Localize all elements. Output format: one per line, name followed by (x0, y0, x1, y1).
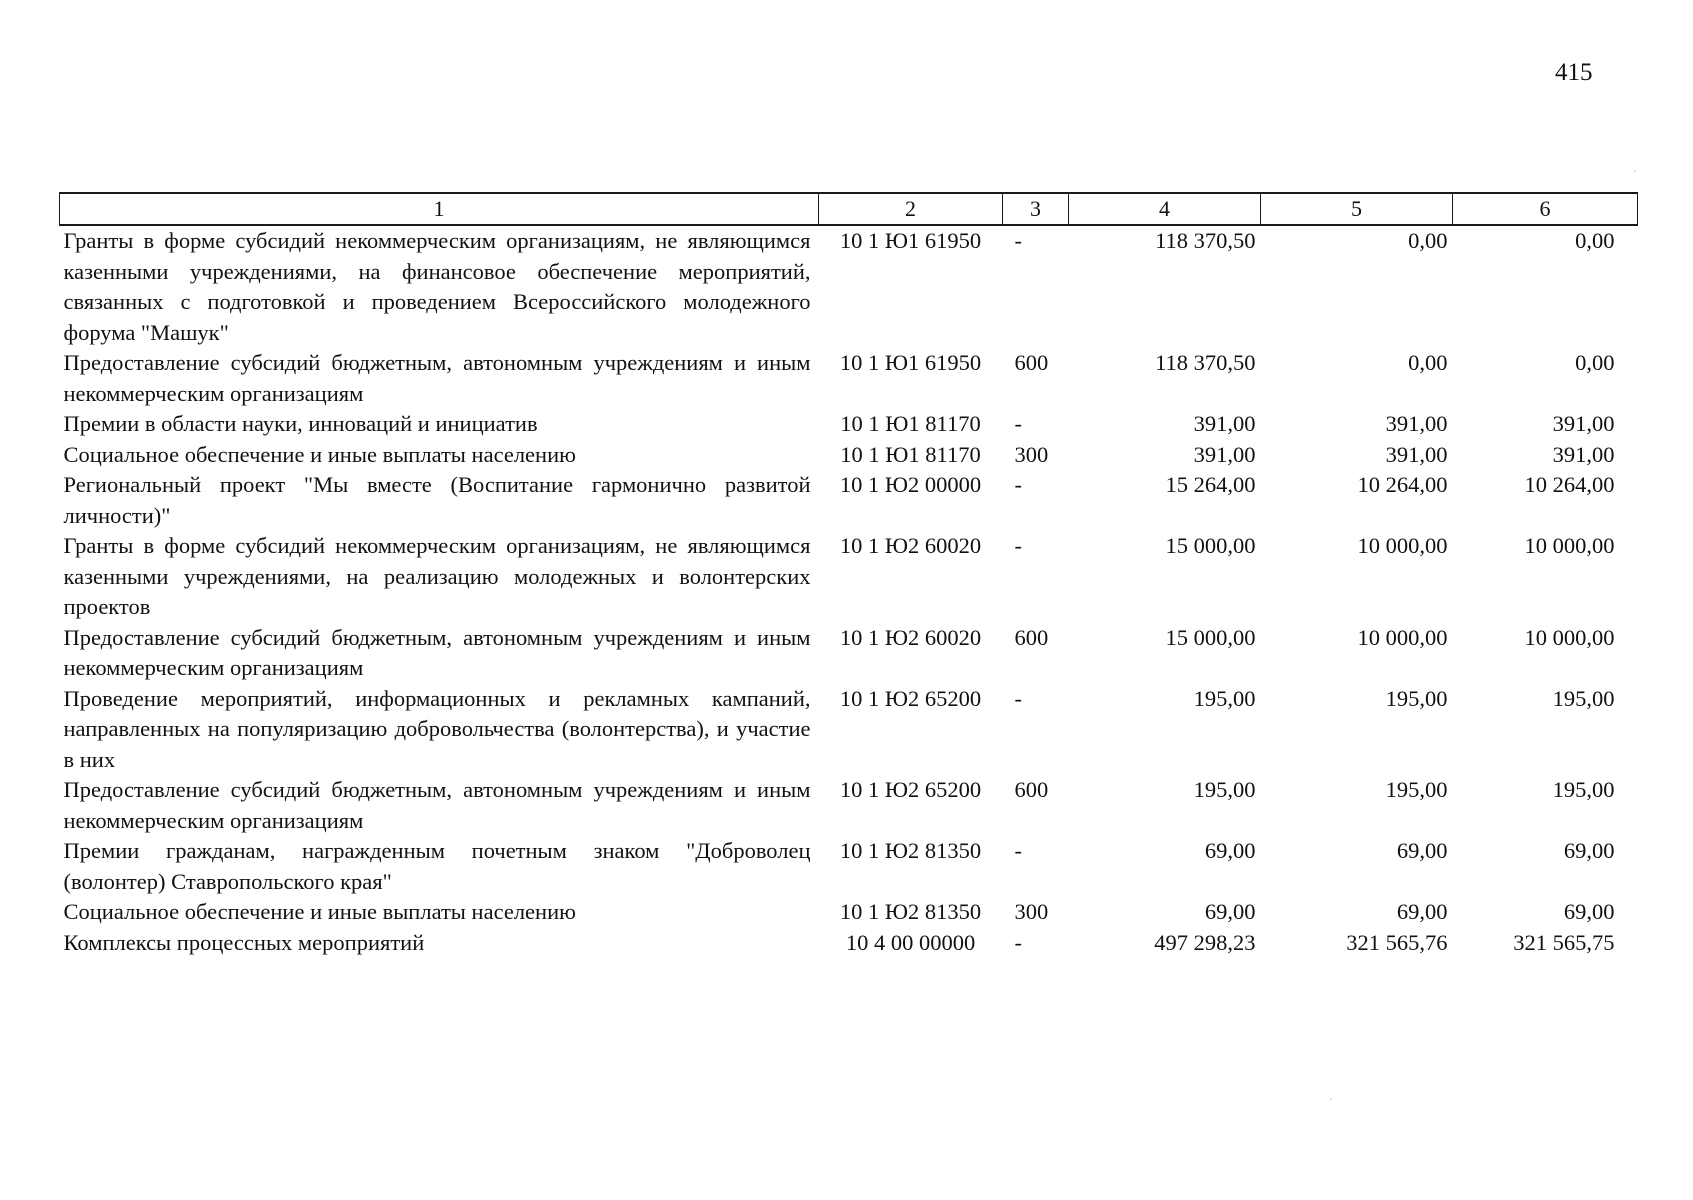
row-value-col5-cell: 0,00 (1408, 228, 1448, 253)
row-name-cell: Предоставление субсидий бюджетным, автономным учреждениям и иным некоммерческим организациям (63, 350, 811, 406)
row-name-cell: Гранты в форме субсидий некоммерческим организациям, не являющимся казенными учреждениями, на реализацию молодежных и волонтерских проектов (63, 533, 811, 619)
row-expense-type-cell: 300 (1014, 899, 1049, 924)
row-name-cell: Социальное обеспечение и иные выплаты населению (63, 441, 576, 467)
row-value-col4-cell: 391,00 (1193, 441, 1256, 467)
row-value-col6-cell: 0,00 (1575, 350, 1615, 375)
row-name-cell: Предоставление субсидий бюджетным, автономным учреждениям и иным некоммерческим организациям (63, 624, 811, 680)
row-code-cell: 10 1 Ю2 00000 (839, 472, 982, 497)
row-code-cell: 10 1 Ю2 65200 (839, 777, 982, 802)
row-expense-type-cell: - (1014, 411, 1022, 436)
row-value-col4-cell: 69,00 (1204, 899, 1256, 924)
scan-speck (1634, 170, 1636, 172)
header-row (60, 193, 1638, 225)
row-expense-type-cell: - (1014, 533, 1022, 558)
row-value-col4-cell: 195,00 (1193, 777, 1256, 802)
table-body (60, 225, 1638, 958)
row-value-col4-cell: 15 000,00 (1165, 624, 1256, 650)
row-code-cell: 10 1 Ю2 60020 (839, 533, 982, 558)
table-row (60, 225, 1638, 348)
row-value-col5-cell: 195,00 (1385, 777, 1448, 802)
row-value-col6-cell: 321 565,75 (1513, 929, 1615, 955)
row-value-col6-cell: 10 264,00 (1524, 472, 1615, 497)
row-name-cell: Региональный проект "Мы вместе (Воспитание гармонично развитой личности)" (63, 472, 811, 528)
table-row (60, 684, 1638, 776)
row-value-col4-cell: 497 298,23 (1154, 929, 1256, 955)
table-row (60, 440, 1638, 471)
column-header-5: 5 (1261, 193, 1453, 225)
row-name-cell: Комплексы процессных мероприятий (63, 929, 425, 955)
row-value-col5-cell: 69,00 (1396, 899, 1448, 924)
budget-table-container (59, 192, 1637, 958)
table-row (60, 348, 1638, 409)
row-value-col6-cell: 69,00 (1563, 899, 1615, 924)
row-value-col6-cell: 195,00 (1552, 685, 1615, 711)
row-name-cell: Гранты в форме субсидий некоммерческим организациям, не являющимся казенными учреждениями, на финансовое обеспечение мероприятий, связанных с подготовкой и проведением Всероссийского молодежного форума "Машук" (63, 228, 811, 345)
row-code-cell: 10 1 Ю1 81170 (840, 441, 981, 467)
row-expense-type-cell: 600 (1014, 624, 1049, 650)
column-header-3: 3 (1003, 193, 1069, 225)
table-row (60, 775, 1638, 836)
row-value-col6-cell: 195,00 (1552, 777, 1615, 802)
row-code-cell: 10 4 00 00000 (845, 929, 976, 955)
row-code-cell: 10 1 Ю2 65200 (839, 685, 982, 711)
row-value-col4-cell: 15 000,00 (1165, 533, 1256, 558)
row-name-cell: Проведение мероприятий, информационных и рекламных кампаний, направленных на популяризацию добровольчества (волонтерства), и участие в них (63, 685, 811, 772)
row-expense-type-cell: - (1014, 472, 1022, 497)
row-value-col4-cell: 69,00 (1204, 838, 1256, 863)
row-expense-type-cell: - (1014, 929, 1022, 955)
row-value-col5-cell: 10 000,00 (1357, 624, 1448, 650)
row-code-cell: 10 1 Ю2 60020 (839, 624, 982, 650)
row-name-cell: Премии гражданам, награжденным почетным знаком "Доброволец (волонтер) Ставропольского края" (63, 838, 811, 894)
row-expense-type-cell: - (1014, 685, 1022, 711)
table-row (60, 470, 1638, 531)
row-value-col6-cell: 10 000,00 (1524, 533, 1615, 558)
row-value-col6-cell: 391,00 (1552, 411, 1615, 436)
page-number: 415 (1555, 59, 1593, 86)
row-value-col5-cell: 321 565,76 (1346, 929, 1448, 955)
row-name-cell: Премии в области науки, инноваций и инициатив (63, 411, 538, 436)
row-value-col4-cell: 118 370,50 (1155, 350, 1256, 375)
row-code-cell: 10 1 Ю1 61950 (839, 228, 982, 253)
row-expense-type-cell: - (1014, 838, 1022, 863)
row-value-col6-cell: 391,00 (1552, 441, 1615, 467)
table-header (60, 193, 1638, 225)
table-row (60, 531, 1638, 623)
table-row (60, 623, 1638, 684)
row-expense-type-cell: 600 (1014, 777, 1049, 802)
row-value-col5-cell: 0,00 (1408, 350, 1448, 375)
row-value-col5-cell: 195,00 (1385, 685, 1448, 711)
row-expense-type-cell: 300 (1014, 441, 1049, 467)
row-value-col4-cell: 391,00 (1193, 411, 1256, 436)
scan-speck (1330, 1098, 1332, 1100)
row-code-cell: 10 1 Ю2 81350 (839, 899, 982, 924)
row-name-cell: Социальное обеспечение и иные выплаты населению (63, 899, 576, 924)
row-value-col5-cell: 391,00 (1385, 411, 1448, 436)
row-value-col4-cell: 15 264,00 (1165, 472, 1256, 497)
row-value-col4-cell: 118 370,50 (1155, 228, 1256, 253)
column-header-2: 2 (819, 193, 1003, 225)
row-code-cell: 10 1 Ю1 81170 (840, 411, 981, 436)
budget-table (59, 192, 1638, 958)
table-row (60, 897, 1638, 928)
table-row (60, 409, 1638, 440)
row-code-cell: 10 1 Ю2 81350 (839, 838, 982, 863)
column-header-6: 6 (1453, 193, 1638, 225)
row-value-col5-cell: 10 000,00 (1357, 533, 1448, 558)
row-expense-type-cell: 600 (1014, 350, 1049, 375)
row-code-cell: 10 1 Ю1 61950 (839, 350, 982, 375)
row-value-col5-cell: 391,00 (1385, 441, 1448, 467)
row-name-cell: Предоставление субсидий бюджетным, автономным учреждениям и иным некоммерческим организациям (63, 777, 811, 833)
row-value-col6-cell: 10 000,00 (1524, 624, 1615, 650)
column-header-1: 1 (60, 193, 819, 225)
column-header-4: 4 (1069, 193, 1261, 225)
table-row (60, 928, 1638, 959)
row-value-col6-cell: 0,00 (1575, 228, 1615, 253)
row-expense-type-cell: - (1014, 228, 1022, 253)
row-value-col6-cell: 69,00 (1563, 838, 1615, 863)
row-value-col4-cell: 195,00 (1193, 685, 1256, 711)
row-value-col5-cell: 10 264,00 (1357, 472, 1448, 497)
table-row (60, 836, 1638, 897)
row-value-col5-cell: 69,00 (1396, 838, 1448, 863)
